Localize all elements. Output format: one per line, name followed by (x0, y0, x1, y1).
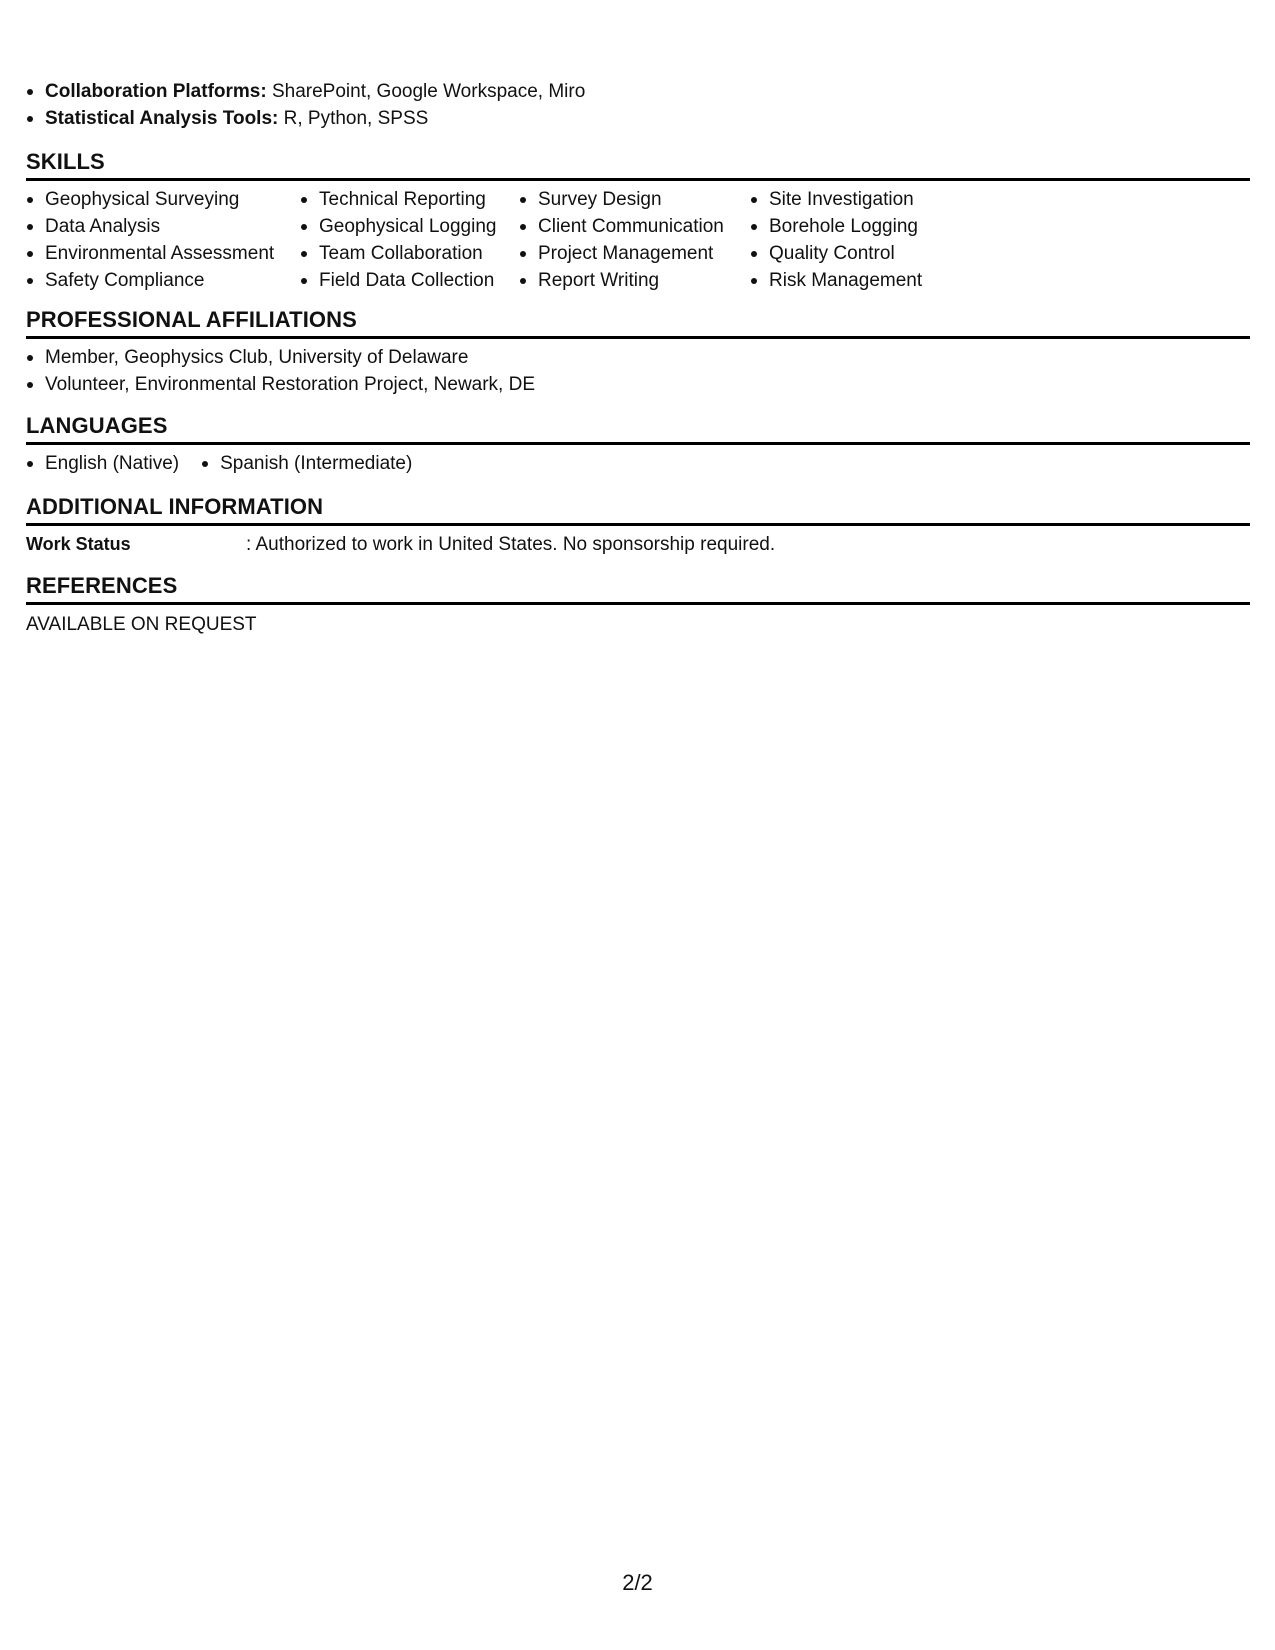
affiliations-list (26, 344, 1250, 398)
language-item: English (Native) (26, 450, 179, 477)
skill-item: Project Management (519, 240, 750, 267)
skill-item: Client Communication (519, 213, 750, 240)
list-item (26, 105, 1250, 132)
skill-item: Geophysical Surveying (26, 186, 300, 213)
skills-column (300, 186, 519, 294)
skill-item: Technical Reporting (300, 186, 519, 213)
skills-column (750, 186, 990, 294)
section-title-affiliations: PROFESSIONAL AFFILIATIONS (26, 307, 1250, 339)
work-status-value: : Authorized to work in United States. No sponsorship required. (246, 534, 776, 555)
technical-skills-list (26, 78, 1250, 132)
section-title-skills: SKILLS (26, 149, 1250, 181)
affiliation-item: Member, Geophysics Club, University of Delaware (26, 344, 1250, 371)
skill-item: Safety Compliance (26, 267, 300, 294)
skills-column (26, 186, 300, 294)
affiliation-item: Volunteer, Environmental Restoration Project, Newark, DE (26, 371, 1250, 398)
skill-item: Quality Control (750, 240, 990, 267)
languages-list (26, 450, 1250, 477)
skill-item: Site Investigation (750, 186, 990, 213)
section-title-additional-information: ADDITIONAL INFORMATION (26, 494, 1250, 526)
skill-item: Report Writing (519, 267, 750, 294)
skill-item: Field Data Collection (300, 267, 519, 294)
skill-item: Borehole Logging (750, 213, 990, 240)
skills-column (519, 186, 750, 294)
resume-page (26, 78, 1250, 638)
skill-item: Geophysical Logging (300, 213, 519, 240)
tech-value: R, Python, SPSS (283, 108, 429, 129)
tech-value: SharePoint, Google Workspace, Miro (271, 81, 586, 102)
skills-grid (26, 186, 1250, 294)
page-number: 2/2 (622, 1570, 653, 1595)
skill-item: Risk Management (750, 267, 990, 294)
tech-label: Collaboration Platforms: (45, 81, 267, 102)
work-status-row (26, 531, 1250, 558)
references-text: AVAILABLE ON REQUEST (26, 614, 257, 635)
language-item: Spanish (Intermediate) (201, 450, 412, 477)
section-title-references: REFERENCES (26, 573, 1250, 605)
section-title-languages: LANGUAGES (26, 413, 1250, 445)
work-status-label: Work Status (26, 534, 131, 554)
skill-item: Data Analysis (26, 213, 300, 240)
skill-item: Team Collaboration (300, 240, 519, 267)
list-item (26, 78, 1250, 105)
skill-item: Environmental Assessment (26, 240, 300, 267)
skill-item: Survey Design (519, 186, 750, 213)
tech-label: Statistical Analysis Tools: (45, 108, 279, 129)
